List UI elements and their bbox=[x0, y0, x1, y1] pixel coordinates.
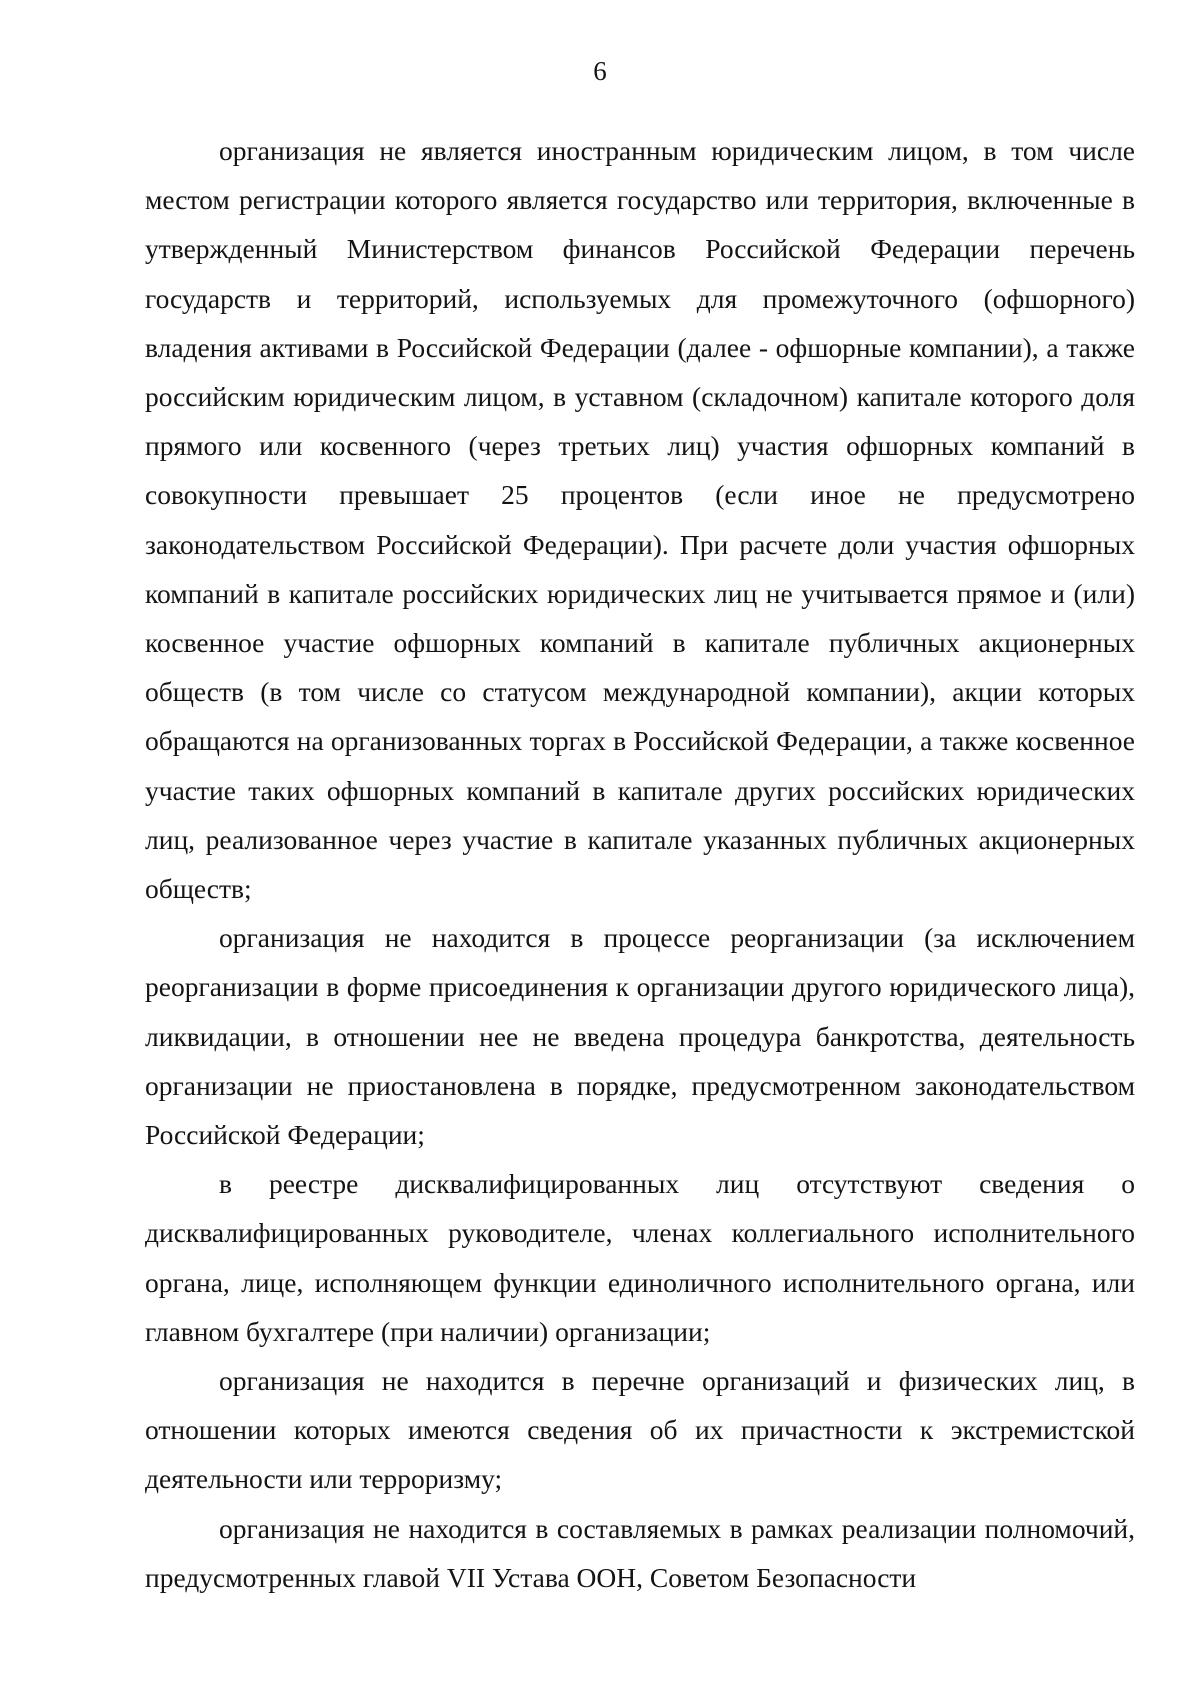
paragraph-extremism-list: организация не находится в перечне организаций и физических лиц, в отношении которых имеются сведения об их причастности к экстремистской деятельности или терроризму; bbox=[145, 1365, 1135, 1495]
document-body bbox=[145, 126, 1135, 1602]
page-number: 6 bbox=[593, 56, 607, 86]
paragraph-disqualified-persons: в реестре дисквалифицированных лиц отсутствуют сведения о дисквалифицированных руководителе, членах коллегиального исполнительного органа, лице, исполняющем функции единоличного исполнительного органа, или главном бухгалтере (при наличии) организации; bbox=[145, 1168, 1135, 1347]
paragraph-reorganization-status: организация не находится в процессе реорганизации (за исключением реорганизации в форме присоединения к организации другого юридического лица), ликвидации, в отношении нее не введена процедура банкротства, деятельность организации не приостановлена в порядке, предусмотренном законодательством Российской Федерации; bbox=[145, 922, 1135, 1151]
paragraph-offshore-status: организация не является иностранным юридическим лицом, в том числе местом регистрации которого является государство или территория, включенные в утвержденный Министерством финансов Российской Федерации перечень государств и территорий, используемых для промежуточного (офшорного) владения активами в Российской Федерации (далее - офшорные компании), а также российским юридическим лицом, в уставном (складочном) капитале которого доля прямого или косвенного (через третьих лиц) участия офшорных компаний в совокупности превышает 25 процентов (если иное не предусмотрено законодательством Российской Федерации). При расчете доли участия офшорных компаний в капитале российских юридических лиц не учитывается прямое и (или) косвенное участие офшорных компаний в капитале публичных акционерных обществ (в том числе со статусом международной компании), акции которых обращаются на организованных торгах в Российской Федерации, а также косвенное участие таких офшорных компаний в капитале других российских юридических лиц, реализованное через участие в капитале указанных публичных акционерных обществ; bbox=[145, 135, 1135, 905]
paragraph-un-security-council: организация не находится в составляемых в рамках реализации полномочий, предусмотренных главой VII Устава ООН, Советом Безопасности bbox=[145, 1512, 1135, 1593]
